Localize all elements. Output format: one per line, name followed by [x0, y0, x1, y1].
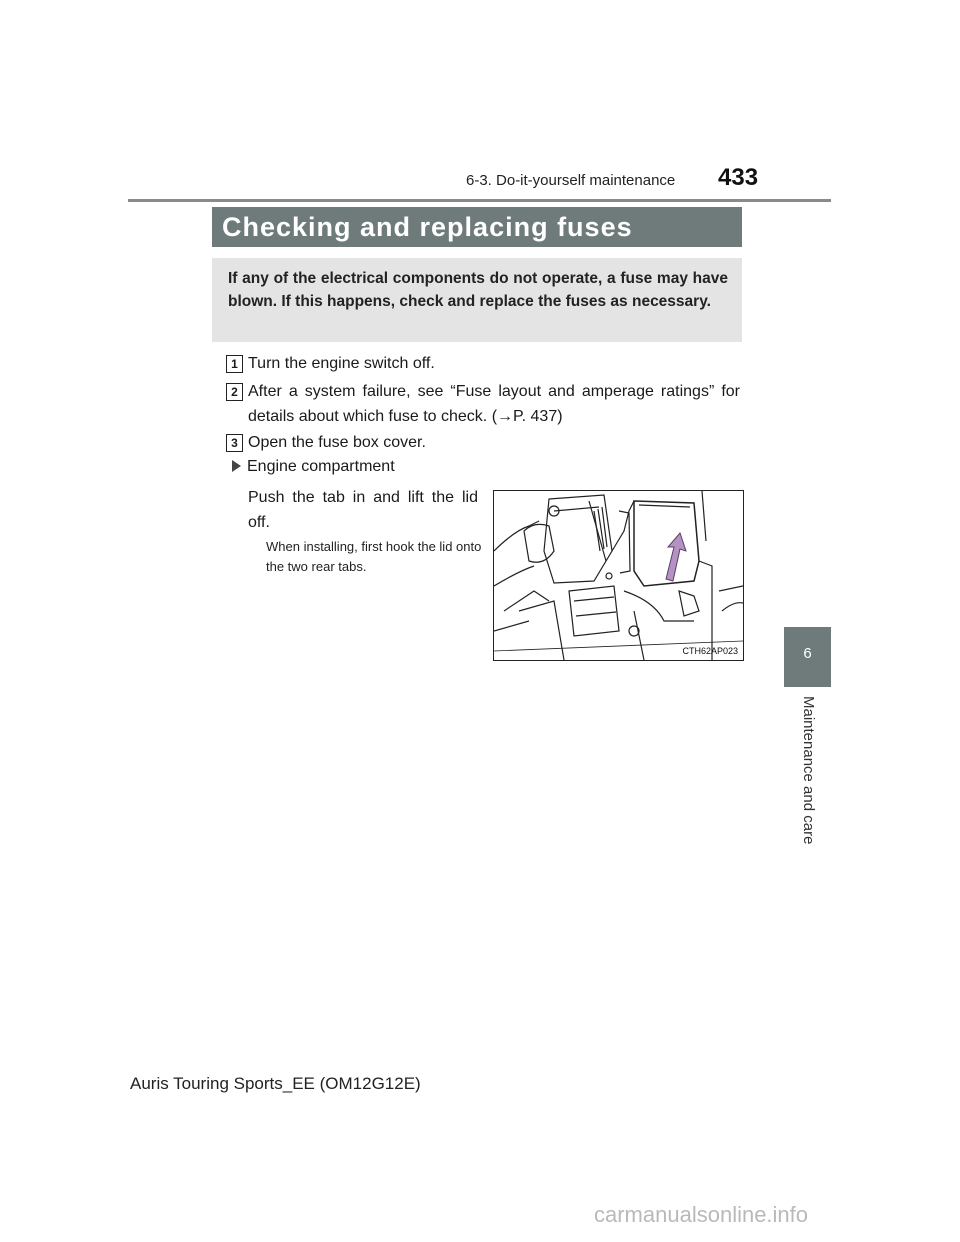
subsection-heading — [232, 458, 395, 476]
figure-code: CTH62AP023 — [682, 646, 738, 656]
fuse-box-drawing — [494, 491, 743, 660]
note-text: When installing, first hook the lid onto the two rear tabs. — [266, 539, 482, 574]
step-text-3: Open the fuse box cover. — [248, 434, 426, 451]
step-text-2: After a system failure, see “Fuse layout and amperage ratings” for details about which fuse to check. (→P. 437) — [248, 383, 740, 425]
instruction-text: Push the tab in and lift the lid off. — [248, 489, 478, 531]
header-divider — [128, 199, 831, 202]
step-number-1: 1 — [226, 355, 243, 373]
step-number-2: 2 — [226, 383, 243, 401]
intro-text: If any of the electrical components do not operate, a fuse may have blown. If this happens, check and replace the fuses as necessary. — [228, 270, 728, 310]
title-bar — [212, 207, 742, 247]
intro-box — [212, 258, 742, 342]
step-number-3: 3 — [226, 434, 243, 452]
step-text-1: Turn the engine switch off. — [248, 355, 435, 372]
chapter-tab — [784, 627, 831, 687]
page-number: 433 — [718, 164, 759, 191]
footer-model: Auris Touring Sports_EE (OM12G12E) — [130, 1074, 421, 1093]
watermark: carmanualsonline.info — [594, 1202, 809, 1227]
subsection-label: Engine compartment — [247, 458, 395, 475]
chapter-number: 6 — [803, 645, 812, 662]
section-heading: 6-3. Do-it-yourself maintenance — [466, 172, 676, 189]
triangle-bullet-icon — [232, 460, 241, 472]
chapter-label: Maintenance and care — [800, 696, 817, 845]
engine-compartment-illustration — [493, 490, 744, 661]
page-title: Checking and replacing fuses — [222, 212, 633, 242]
